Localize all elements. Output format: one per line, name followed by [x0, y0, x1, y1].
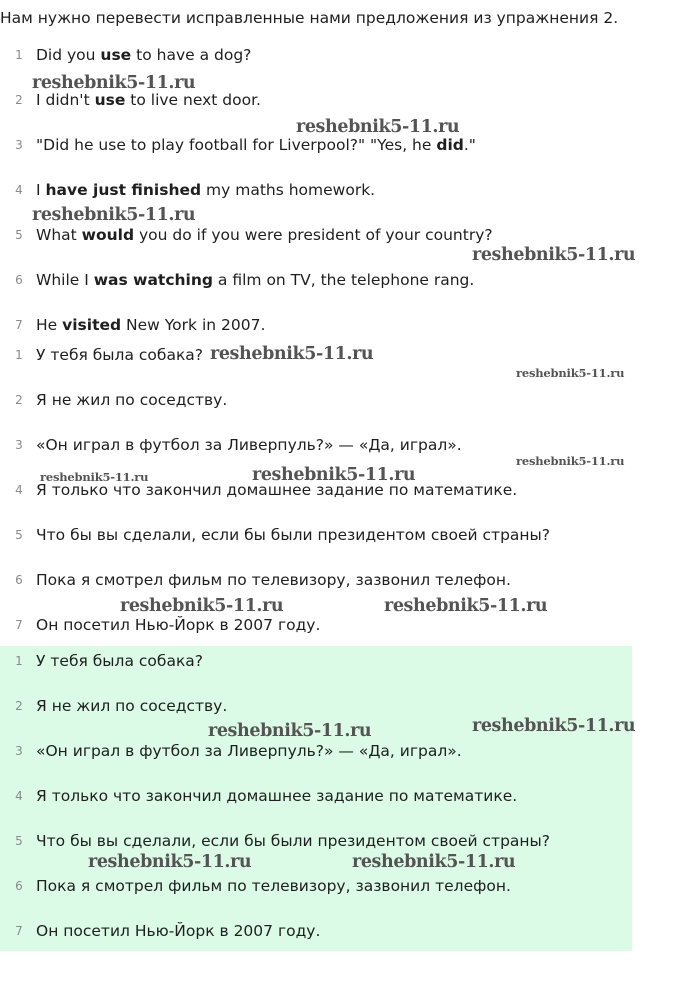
sentence-fragment: He — [36, 316, 63, 334]
sentence-number: 5 — [15, 228, 23, 242]
emphasized-verb: would — [81, 226, 135, 244]
sentence-number: 2 — [15, 393, 23, 407]
emphasized-verb: have just finished — [45, 181, 202, 199]
sentence-number: 1 — [15, 348, 23, 362]
sentence-number: 2 — [15, 93, 23, 107]
sentence-row — [0, 871, 640, 901]
sentence-text — [36, 40, 251, 70]
watermark: reshebnik5-11.ru — [32, 205, 196, 225]
sentence-number: 6 — [15, 573, 23, 587]
sentence-fragment: While I — [36, 271, 94, 289]
sentence-text: Он посетил Нью-Йорк в 2007 году. — [36, 922, 321, 940]
sentence-number: 7 — [15, 318, 23, 332]
sentence-text — [36, 175, 375, 205]
sentence-number: 3 — [15, 138, 23, 152]
watermark: reshebnik5-11.ru — [252, 465, 416, 485]
watermark: reshebnik5-11.ru — [516, 454, 625, 468]
sentence-number: 7 — [15, 924, 23, 938]
sentence-row — [0, 40, 640, 70]
sentence-row — [0, 565, 640, 595]
sentence-text: У тебя была собака? — [36, 346, 204, 364]
emphasized-verb: did — [436, 136, 464, 154]
sentence-text: Что бы вы сделали, если бы были президентом своей страны? — [36, 526, 551, 544]
watermark: reshebnik5-11.ru — [208, 721, 372, 741]
sentence-number: 5 — [15, 834, 23, 848]
watermark: reshebnik5-11.ru — [32, 73, 196, 93]
sentence-number: 1 — [15, 654, 23, 668]
sentence-text: Я только что закончил домашнее задание по математике. — [36, 481, 518, 499]
sentence-text: Я не жил по соседству. — [36, 697, 228, 715]
sentence-row — [0, 175, 640, 205]
watermark: reshebnik5-11.ru — [296, 117, 460, 137]
sentence-fragment: to have a dog? — [131, 46, 252, 64]
sentence-number: 7 — [15, 618, 23, 632]
sentence-number: 4 — [15, 483, 23, 497]
sentence-fragment: you do if you were president of your country? — [134, 226, 493, 244]
sentence-number: 4 — [15, 789, 23, 803]
sentence-text: «Он играл в футбол за Ливерпуль?» — «Да, играл». — [36, 742, 462, 760]
sentence-row — [0, 385, 640, 415]
watermark: reshebnik5-11.ru — [352, 852, 516, 872]
sentence-row — [0, 265, 640, 295]
watermark: reshebnik5-11.ru — [120, 596, 284, 616]
sentence-fragment: I — [36, 181, 46, 199]
sentence-row — [0, 781, 640, 811]
watermark: reshebnik5-11.ru — [472, 245, 636, 265]
highlighted-answer-list — [0, 646, 632, 951]
sentence-number: 5 — [15, 528, 23, 542]
sentence-text: «Он играл в футбол за Ливерпуль?» — «Да, играл». — [36, 436, 462, 454]
watermark: reshebnik5-11.ru — [88, 852, 252, 872]
sentence-row — [0, 646, 640, 676]
sentence-number: 3 — [15, 744, 23, 758]
sentence-text — [36, 265, 474, 295]
sentence-text: Я не жил по соседству. — [36, 391, 228, 409]
sentence-row — [0, 310, 640, 340]
watermark: reshebnik5-11.ru — [210, 344, 374, 364]
sentence-row — [0, 916, 640, 946]
sentence-number: 3 — [15, 438, 23, 452]
sentence-fragment: New York in 2007. — [121, 316, 266, 334]
sentence-fragment: Did you — [36, 46, 101, 64]
sentence-number: 6 — [15, 273, 23, 287]
sentence-fragment: "Did he use to play football for Liverpool?" "Yes, he — [36, 136, 437, 154]
sentence-number: 2 — [15, 699, 23, 713]
sentence-fragment: ." — [463, 136, 476, 154]
sentence-fragment: I didn't — [36, 91, 95, 109]
sentence-fragment: to live next door. — [125, 91, 261, 109]
sentence-fragment: a film on TV, the telephone rang. — [213, 271, 475, 289]
emphasized-verb: use — [100, 46, 132, 64]
sentence-text: Я только что закончил домашнее задание по математике. — [36, 787, 518, 805]
intro-text: Нам нужно перевести исправленные нами предложения из упражнения 2. — [0, 9, 619, 27]
sentence-text: Пока я смотрел фильм по телевизору, зазвонил телефон. — [36, 877, 511, 895]
watermark: reshebnik5-11.ru — [472, 716, 636, 736]
emphasized-verb: visited — [62, 316, 122, 334]
sentence-number: 6 — [15, 879, 23, 893]
sentence-text: Пока я смотрел фильм по телевизору, зазвонил телефон. — [36, 571, 511, 589]
emphasized-verb: was watching — [93, 271, 213, 289]
watermark: reshebnik5-11.ru — [40, 470, 149, 484]
sentence-text: У тебя была собака? — [36, 652, 204, 670]
watermark: reshebnik5-11.ru — [516, 366, 625, 380]
sentence-text — [36, 310, 265, 340]
sentence-row — [0, 520, 640, 550]
sentence-number: 1 — [15, 48, 23, 62]
sentence-number: 4 — [15, 183, 23, 197]
russian-translations-list — [0, 340, 680, 646]
sentence-fragment: What — [36, 226, 82, 244]
emphasized-verb: use — [94, 91, 126, 109]
sentence-text: Что бы вы сделали, если бы были президентом своей страны? — [36, 832, 551, 850]
sentence-text: Он посетил Нью-Йорк в 2007 году. — [36, 616, 321, 634]
sentence-fragment: my maths homework. — [201, 181, 376, 199]
watermark: reshebnik5-11.ru — [384, 596, 548, 616]
